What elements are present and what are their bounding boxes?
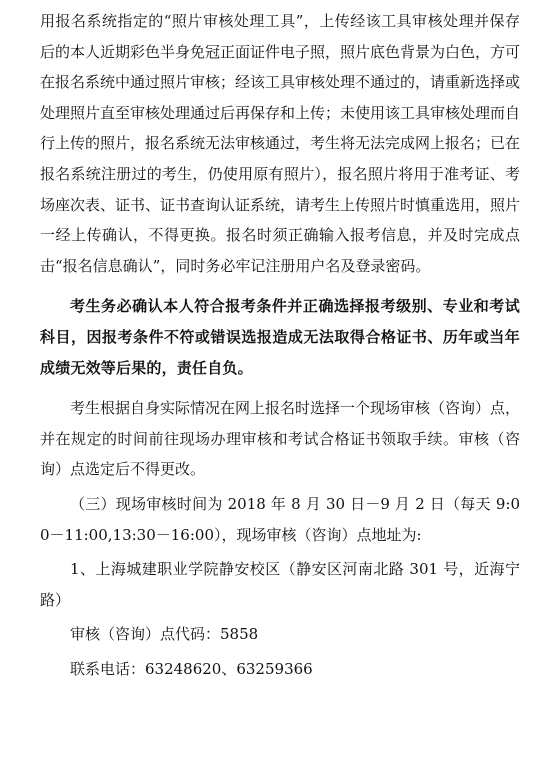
review-time-paragraph: （三）现场审核时间为 2018 年 8 月 30 日－9 月 2 日（每天 9:00－11:00,13:30－16:00），现场审核（咨询）点地址为: [40,494,520,544]
contact-phone: 联系电话：63248620、63259366 [70,659,313,678]
review-point-paragraph: 考生根据自身实际情况在网上报名时选择一个现场审核（咨询）点，并在规定的时间前往现场办理审核和考试合格证书领取手续。审核（咨询）点选定后不得更改。 [40,399,521,479]
review-address-paragraph: 1、上海城建职业学院静安校区（静安区河南北路 301 号，近海宁路） [40,560,520,609]
eligibility-warning-paragraph: 考生务必确认本人符合报考条件并正确选择报考级别、专业和考试科目，因报考条件不符或错误选报造成无法取得合格证书、历年或当年成绩无效等后果的，责任自负。 [40,297,520,377]
review-point-code: 审核（咨询）点代码：5858 [70,625,259,644]
photo-requirements-paragraph: 用报名系统指定的“照片审核处理工具”，上传经该工具审核处理并保存后的本人近期彩色半身免冠正面证件电子照，照片底色背景为白色，方可在报名系统中通过照片审核；经该工具审核处理不通过的，请重新选择或处理照片直至审核处理通过后再保存和上传；未使用该工具审核处理而自行上传的照片，报名系统无法审核通过，考生将无法完成网上报名；已在报名系统注册过的考生，仍使用原有照片），报名照片将用于准考证、考场座次表、证书、证书查询认证系统，请考生上传照片时慎重选用，照片一经上传确认，不得更换。报名时须正确输入报考信息，并及时完成点击“报名信息确认”，同时务必牢记注册用户名及登录密码。 [40,12,521,275]
